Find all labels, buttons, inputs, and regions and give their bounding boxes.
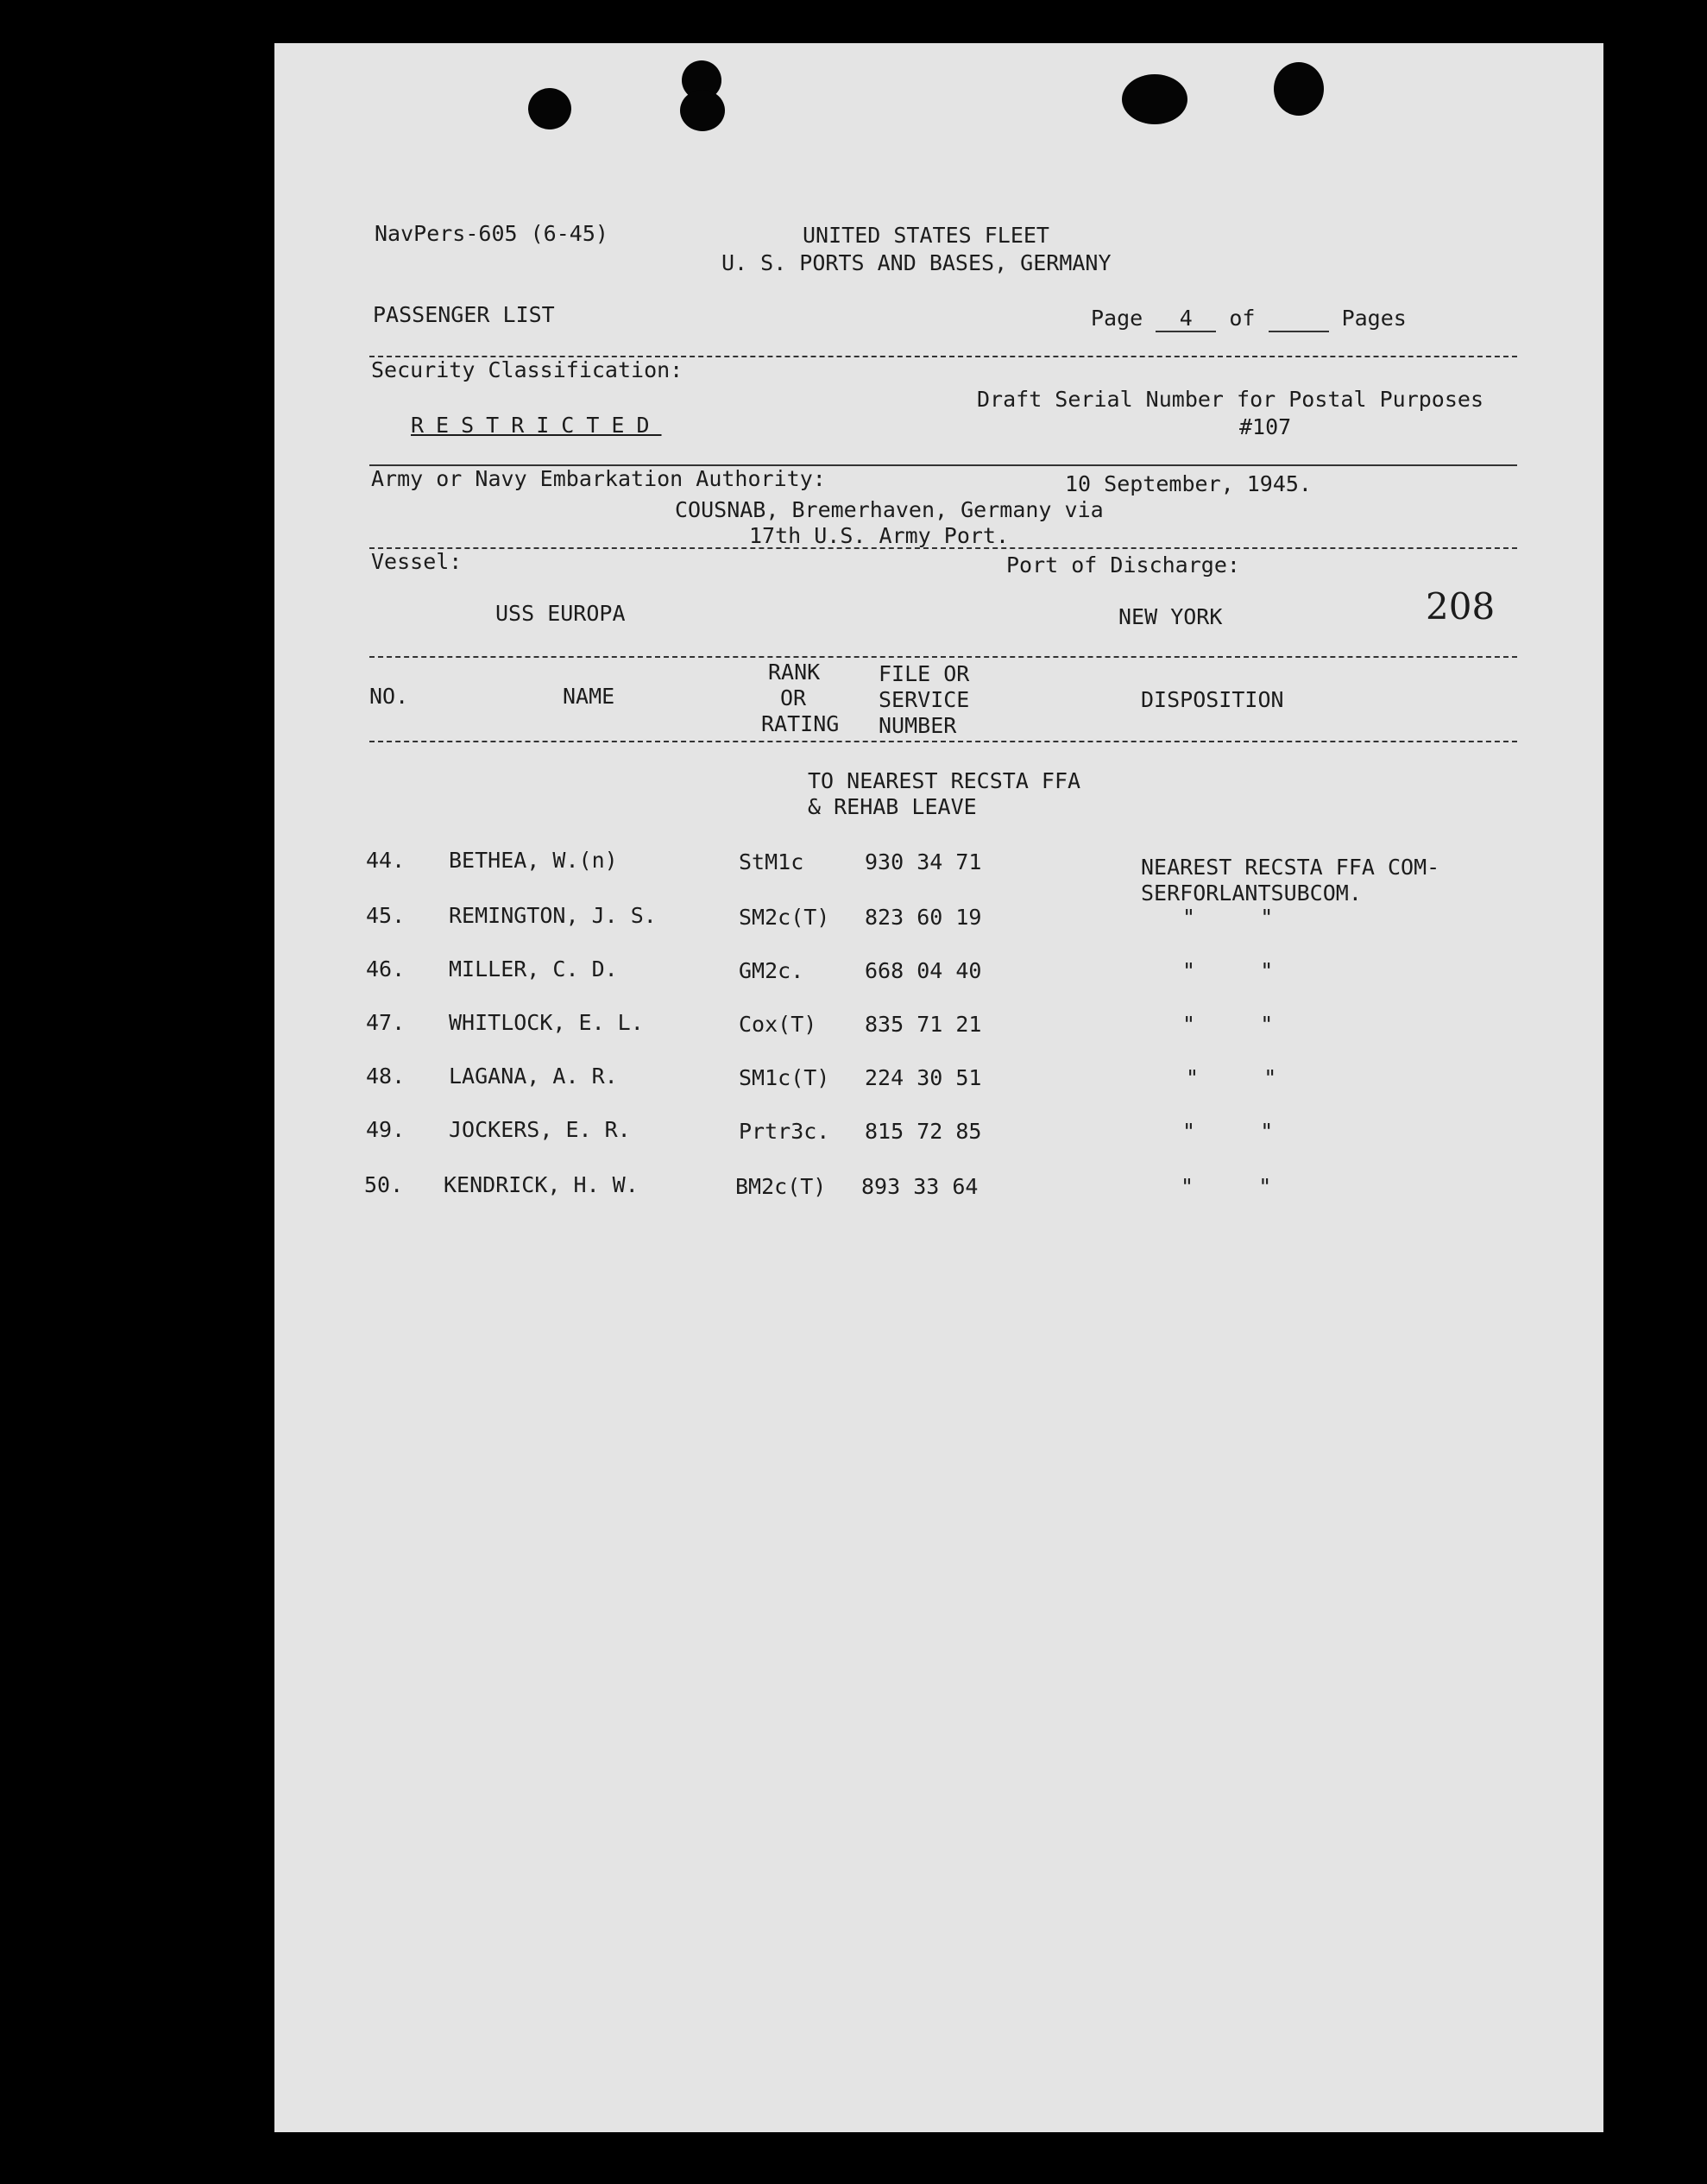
page-total: [1269, 306, 1329, 332]
row-disposition: " ": [1182, 1119, 1274, 1144]
row-rating: BM2c(T): [735, 1174, 827, 1199]
row-disposition: " ": [1182, 905, 1274, 930]
divider: [369, 741, 1517, 742]
row-number: 930 34 71: [865, 849, 982, 874]
vessel-value: USS EUROPA: [495, 601, 626, 626]
page-counter: [1091, 306, 1407, 332]
document-page: [274, 43, 1603, 2132]
col-name-header: NAME: [563, 684, 615, 709]
col-disposition-header: DISPOSITION: [1141, 687, 1284, 712]
col-rank-header-1: RANK: [768, 660, 821, 685]
row-name: BETHEA, W.(n): [449, 848, 618, 873]
row-disposition: " ": [1182, 958, 1274, 983]
divider: [369, 656, 1517, 658]
row-disposition: " ": [1186, 1065, 1277, 1090]
embarkation-line1: COUSNAB, Bremerhaven, Germany via: [675, 497, 1104, 522]
row-rating: SM2c(T): [739, 905, 830, 930]
col-file-header-1: FILE OR: [879, 661, 970, 686]
row-rating: Prtr3c.: [739, 1119, 830, 1144]
row-number: 823 60 19: [865, 905, 982, 930]
header-line1: UNITED STATES FLEET: [803, 223, 1049, 248]
section-line1: TO NEAREST RECSTA FFA: [808, 768, 1081, 793]
row-no: 44.: [366, 848, 406, 873]
header-line2: U. S. PORTS AND BASES, GERMANY: [721, 250, 1112, 275]
embarkation-date: 10 September, 1945.: [1065, 471, 1312, 496]
stamp-number: 208: [1426, 585, 1496, 628]
row-number: 815 72 85: [865, 1119, 982, 1144]
row-disposition-cont: SERFORLANTSUBCOM.: [1141, 881, 1362, 906]
punch-hole: [680, 90, 725, 131]
form-id: NavPers-605 (6-45): [375, 221, 608, 246]
row-no: 50.: [364, 1172, 404, 1197]
row-rating: GM2c.: [739, 958, 804, 983]
punch-hole: [1122, 74, 1187, 124]
page-label: Page: [1091, 306, 1143, 331]
row-disposition: " ": [1182, 1012, 1274, 1037]
col-rank-header-2: OR: [780, 685, 807, 710]
row-disposition: " ": [1181, 1174, 1272, 1199]
col-file-header-3: NUMBER: [879, 713, 957, 738]
row-number: 224 30 51: [865, 1065, 982, 1090]
draft-value: #107: [1239, 414, 1292, 439]
row-no: 46.: [366, 956, 406, 982]
row-name: LAGANA, A. R.: [449, 1064, 618, 1089]
document-title: PASSENGER LIST: [373, 302, 555, 327]
discharge-value: NEW YORK: [1118, 604, 1223, 629]
row-name: MILLER, C. D.: [449, 956, 618, 982]
vessel-label: Vessel:: [371, 549, 463, 574]
row-name: JOCKERS, E. R.: [449, 1117, 631, 1142]
col-rank-header-3: RATING: [761, 711, 840, 736]
row-number: 893 33 64: [861, 1174, 979, 1199]
row-rating: Cox(T): [739, 1012, 817, 1037]
row-number: 668 04 40: [865, 958, 982, 983]
row-no: 49.: [366, 1117, 406, 1142]
row-number: 835 71 21: [865, 1012, 982, 1037]
row-name: KENDRICK, H. W.: [444, 1172, 639, 1197]
security-label: Security Classification:: [371, 357, 683, 382]
divider: [369, 547, 1517, 549]
row-name: REMINGTON, J. S.: [449, 903, 657, 928]
col-file-header-2: SERVICE: [879, 687, 970, 712]
page-of-label: of: [1229, 306, 1256, 331]
row-no: 45.: [366, 903, 406, 928]
row-no: 48.: [366, 1064, 406, 1089]
row-rating: StM1c: [739, 849, 804, 874]
embarkation-line2: 17th U.S. Army Port.: [749, 523, 1010, 548]
row-no: 47.: [366, 1010, 406, 1035]
row-name: WHITLOCK, E. L.: [449, 1010, 644, 1035]
punch-hole: [1274, 62, 1324, 116]
discharge-label: Port of Discharge:: [1006, 552, 1240, 578]
page-number: 4: [1156, 306, 1216, 332]
row-disposition: NEAREST RECSTA FFA COM-: [1141, 855, 1440, 880]
section-line2: & REHAB LEAVE: [808, 794, 977, 819]
row-rating: SM1c(T): [739, 1065, 830, 1090]
col-no-header: NO.: [369, 684, 409, 709]
security-value: RESTRICTED: [411, 413, 662, 438]
draft-label: Draft Serial Number for Postal Purposes: [977, 387, 1483, 412]
punch-hole: [528, 88, 571, 129]
pages-label: Pages: [1341, 306, 1407, 331]
embarkation-label: Army or Navy Embarkation Authority:: [371, 466, 826, 491]
